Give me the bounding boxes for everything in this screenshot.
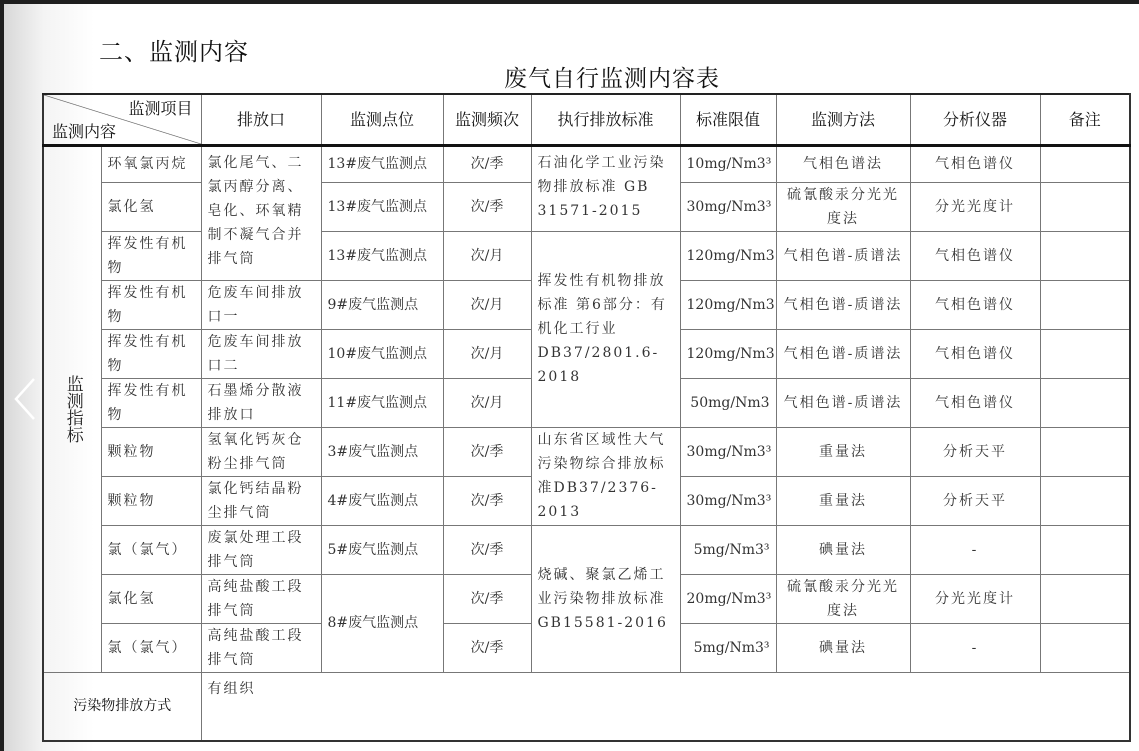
- limit-cell: 30mg/Nm3³: [680, 182, 776, 231]
- instrument-cell: 分光光度计: [910, 182, 1040, 231]
- item-cell: 氯化氢: [101, 182, 201, 231]
- section-title: 二、监测内容: [99, 38, 249, 66]
- frequency-cell: 次/月: [443, 280, 531, 329]
- method-cell: 碘量法: [776, 623, 910, 672]
- header-monitoring-item: 监测项目: [128, 99, 193, 118]
- discharge-mode-label: 污染物排放方式: [43, 672, 201, 741]
- instrument-cell: 气相色谱仪: [910, 145, 1040, 182]
- point-cell: 13#废气监测点: [321, 231, 443, 280]
- method-cell: 气相色谱-质谱法: [776, 378, 910, 427]
- item-cell: 氯化氢: [101, 574, 201, 623]
- point-cell: 5#废气监测点: [321, 525, 443, 574]
- outlet-cell: 石墨烯分散液排放口: [201, 378, 321, 427]
- point-cell: 8#废气监测点: [321, 574, 443, 672]
- remark-cell: [1040, 574, 1130, 623]
- standard-cell: 烧碱、聚氯乙烯工业污染物排放标准GB15581-2016: [531, 525, 680, 672]
- outlet-cell: 氢氧化钙灰仓粉尘排气筒: [201, 427, 321, 476]
- remark-cell: [1040, 145, 1130, 182]
- outlet-cell: 危废车间排放口二: [201, 329, 321, 378]
- method-cell: 硫氰酸汞分光光度法: [776, 574, 910, 623]
- limit-cell: 120mg/Nm3: [680, 231, 776, 280]
- point-cell: 9#废气监测点: [321, 280, 443, 329]
- limit-cell: 20mg/Nm3³: [680, 574, 776, 623]
- item-cell: 颗粒物: [101, 427, 201, 476]
- remark-cell: [1040, 525, 1130, 574]
- instrument-cell: -: [910, 623, 1040, 672]
- instrument-cell: 分析天平: [910, 427, 1040, 476]
- method-cell: 硫氰酸汞分光光度法: [776, 182, 910, 231]
- header-standard: 执行排放标准: [531, 94, 680, 145]
- instrument-cell: 气相色谱仪: [910, 280, 1040, 329]
- item-cell: 挥发性有机物: [101, 231, 201, 280]
- outlet-cell: 氯化钙结晶粉尘排气筒: [201, 476, 321, 525]
- discharge-mode-value: 有组织: [201, 672, 1130, 741]
- limit-cell: 120mg/Nm3: [680, 280, 776, 329]
- header-remark: 备注: [1040, 94, 1130, 145]
- limit-cell: 120mg/Nm3: [680, 329, 776, 378]
- header-monitoring-content: 监测内容: [52, 121, 117, 141]
- limit-cell: 30mg/Nm3³: [680, 427, 776, 476]
- instrument-cell: 分光光度计: [910, 574, 1040, 623]
- table-title: 废气自行监测内容表: [504, 66, 720, 92]
- frequency-cell: 次/月: [443, 231, 531, 280]
- outlet-cell: 废氯处理工段排气筒: [201, 525, 321, 574]
- frequency-cell: 次/季: [443, 476, 531, 525]
- point-cell: 4#废气监测点: [321, 476, 443, 525]
- point-cell: 11#废气监测点: [321, 378, 443, 427]
- header-row: [43, 94, 1130, 145]
- method-cell: 重量法: [776, 476, 910, 525]
- remark-cell: [1040, 476, 1130, 525]
- frequency-cell: 次/季: [443, 182, 531, 231]
- item-cell: 颗粒物: [101, 476, 201, 525]
- point-cell: 13#废气监测点: [321, 182, 443, 231]
- method-cell: 重量法: [776, 427, 910, 476]
- frequency-cell: 次/季: [443, 574, 531, 623]
- remark-cell: [1040, 182, 1130, 231]
- outlet-cell: 高纯盐酸工段排气筒: [201, 623, 321, 672]
- chevron-left-icon: [12, 376, 38, 422]
- instrument-cell: 分析天平: [910, 476, 1040, 525]
- header-instrument: 分析仪器: [910, 94, 1040, 145]
- instrument-cell: 气相色谱仪: [910, 329, 1040, 378]
- method-cell: 碘量法: [776, 525, 910, 574]
- remark-cell: [1040, 623, 1130, 672]
- frequency-cell: 次/季: [443, 145, 531, 182]
- group-label-cell: [43, 145, 101, 672]
- header-limit: 标准限值: [680, 94, 776, 145]
- standard-cell: 石油化学工业污染物排放标准 GB 31571-2015: [531, 145, 680, 231]
- item-cell: 挥发性有机物: [101, 329, 201, 378]
- item-cell: 氯（氯气）: [101, 525, 201, 574]
- header-point: 监测点位: [321, 94, 443, 145]
- limit-cell: 50mg/Nm3: [680, 378, 776, 427]
- limit-cell: 30mg/Nm3³: [680, 476, 776, 525]
- frequency-cell: 次/月: [443, 329, 531, 378]
- remark-cell: [1040, 427, 1130, 476]
- standard-cell: 山东省区域性大气污染物综合排放标准DB37/2376-2013: [531, 427, 680, 525]
- limit-cell: 10mg/Nm3³: [680, 145, 776, 182]
- item-cell: 环氧氯丙烷: [101, 145, 201, 182]
- limit-cell: 5mg/Nm3³: [680, 623, 776, 672]
- method-cell: 气相色谱-质谱法: [776, 329, 910, 378]
- limit-cell: 5mg/Nm3³: [680, 525, 776, 574]
- frequency-cell: 次/季: [443, 623, 531, 672]
- header-method: 监测方法: [776, 94, 910, 145]
- group-label: 监测指标: [62, 375, 83, 443]
- table-row: [43, 427, 1130, 476]
- instrument-cell: 气相色谱仪: [910, 378, 1040, 427]
- frequency-cell: 次/月: [443, 378, 531, 427]
- point-cell: 13#废气监测点: [321, 145, 443, 182]
- header-frequency: 监测频次: [443, 94, 531, 145]
- item-cell: 挥发性有机物: [101, 280, 201, 329]
- instrument-cell: 气相色谱仪: [910, 231, 1040, 280]
- header-diagonal-cell: [43, 94, 201, 145]
- remark-cell: [1040, 280, 1130, 329]
- item-cell: 挥发性有机物: [101, 378, 201, 427]
- table-row: [43, 145, 1130, 182]
- remark-cell: [1040, 378, 1130, 427]
- method-cell: 气相色谱-质谱法: [776, 231, 910, 280]
- frequency-cell: 次/季: [443, 525, 531, 574]
- prev-page-button[interactable]: [12, 376, 38, 422]
- table-row: [43, 525, 1130, 574]
- method-cell: 气相色谱法: [776, 145, 910, 182]
- outlet-cell: 氯化尾气、二氯丙醇分离、皂化、环氧精制不凝气合并排气筒: [201, 145, 321, 280]
- header-outlet: 排放口: [201, 94, 321, 145]
- remark-cell: [1040, 329, 1130, 378]
- outlet-cell: 危废车间排放口一: [201, 280, 321, 329]
- monitoring-table: [42, 93, 1131, 742]
- point-cell: 3#废气监测点: [321, 427, 443, 476]
- outlet-cell: 高纯盐酸工段排气筒: [201, 574, 321, 623]
- item-cell: 氯（氯气）: [101, 623, 201, 672]
- remark-cell: [1040, 231, 1130, 280]
- discharge-mode-row: [43, 672, 1130, 741]
- frequency-cell: 次/季: [443, 427, 531, 476]
- point-cell: 10#废气监测点: [321, 329, 443, 378]
- document-page: [4, 4, 1139, 751]
- instrument-cell: -: [910, 525, 1040, 574]
- standard-cell: 挥发性有机物排放标准 第6部分：有机化工行业 DB37/2801.6-2018: [531, 231, 680, 427]
- method-cell: 气相色谱-质谱法: [776, 280, 910, 329]
